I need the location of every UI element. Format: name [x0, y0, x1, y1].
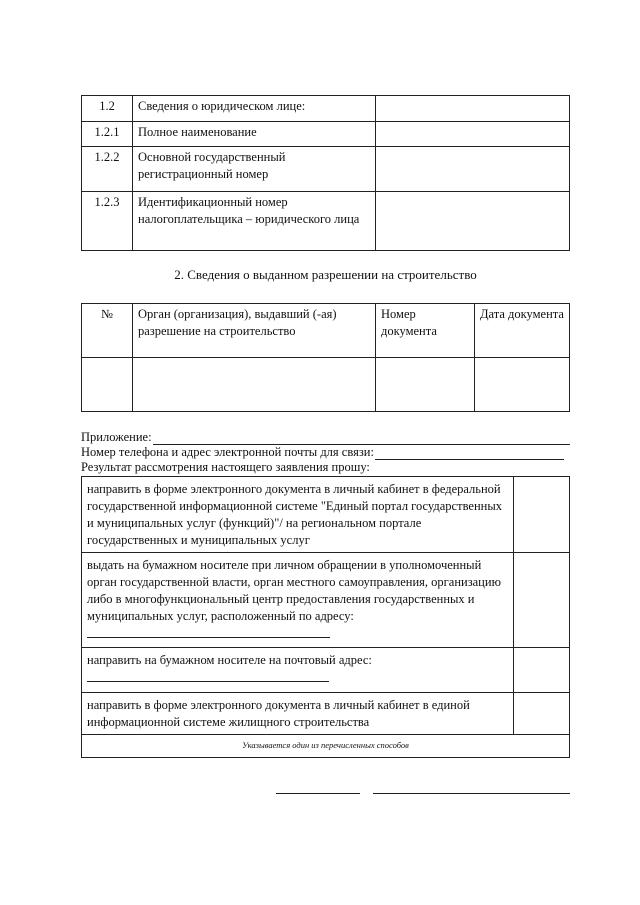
header-doc-number: Номер документа: [376, 304, 475, 358]
doc-number-cell[interactable]: [376, 358, 475, 412]
option-text-content: выдать на бумажном носителе при личном обращении в уполномоченный орган государственной власти, орган местного самоуправления, организацию либо в многофункциональный центр предоставления государственных и муниципальных услуг, расположенный по адресу:: [87, 558, 501, 623]
option-checkbox[interactable]: [513, 693, 569, 735]
option-row: [82, 693, 570, 735]
value-cell[interactable]: [376, 192, 570, 251]
authority-cell[interactable]: [133, 358, 376, 412]
row-label: Полное наименование: [133, 122, 376, 147]
note-row: [82, 735, 570, 758]
contact-line: [81, 445, 570, 460]
attachment-line: [81, 430, 570, 445]
row-number: 1.2: [82, 96, 133, 122]
table-row: [82, 122, 570, 147]
row-number: 1.2.3: [82, 192, 133, 251]
address-field[interactable]: [87, 625, 330, 638]
result-label: Результат рассмотрения настоящего заявления прошу:: [81, 460, 370, 474]
row-label: Идентификационный номер налогоплательщика – юридического лица: [133, 192, 376, 251]
number-cell[interactable]: [82, 358, 133, 412]
option-checkbox[interactable]: [513, 648, 569, 693]
option-checkbox[interactable]: [513, 553, 569, 648]
header-number: №: [82, 304, 133, 358]
name-line[interactable]: [373, 793, 570, 794]
delivery-options-table: [81, 476, 570, 758]
option-text: направить в форме электронного документа в личный кабинет в единой информационной системе жилищного строительства: [82, 693, 514, 735]
value-cell[interactable]: [376, 96, 570, 122]
row-number: 1.2.2: [82, 147, 133, 192]
option-text: [82, 648, 514, 693]
section-2-title: 2. Сведения о выданном разрешении на строительство: [174, 267, 477, 282]
postal-address-field[interactable]: [87, 669, 329, 682]
option-text-content: направить на бумажном носителе на почтовый адрес:: [87, 653, 372, 667]
header-authority: Орган (организация), выдавший (-ая) разрешение на строительство: [133, 304, 376, 358]
result-line: [81, 460, 570, 475]
row-label: Основной государственный регистрационный номер: [133, 147, 376, 192]
attachment-field[interactable]: [153, 432, 570, 445]
option-row: [82, 553, 570, 648]
application-lines: [81, 430, 570, 475]
value-cell[interactable]: [376, 147, 570, 192]
contact-label: Номер телефона и адрес электронной почты для связи:: [81, 445, 374, 459]
selection-note: Указывается один из перечисленных способов: [82, 735, 570, 758]
option-text: [82, 553, 514, 648]
contact-field[interactable]: [375, 447, 564, 460]
doc-date-cell[interactable]: [475, 358, 570, 412]
table-header-row: [82, 304, 570, 358]
signature-line[interactable]: [276, 793, 360, 794]
option-row: [82, 477, 570, 553]
option-row: [82, 648, 570, 693]
table-row: [82, 147, 570, 192]
row-number: 1.2.1: [82, 122, 133, 147]
option-text: направить в форме электронного документа в личный кабинет в федеральной государственной информационной системе "Единый портал государственных и муниципальных услуг (функций)"/ на региональном портале государственных и муниципальных услуг: [82, 477, 514, 553]
option-checkbox[interactable]: [513, 477, 569, 553]
table-row: [82, 192, 570, 251]
attachment-label: Приложение:: [81, 430, 152, 444]
value-cell[interactable]: [376, 122, 570, 147]
legal-entity-table: [81, 95, 570, 251]
table-row: [82, 96, 570, 122]
header-doc-date: Дата документа: [475, 304, 570, 358]
permit-table: [81, 303, 570, 412]
row-label: Сведения о юридическом лице:: [133, 96, 376, 122]
table-row: [82, 358, 570, 412]
